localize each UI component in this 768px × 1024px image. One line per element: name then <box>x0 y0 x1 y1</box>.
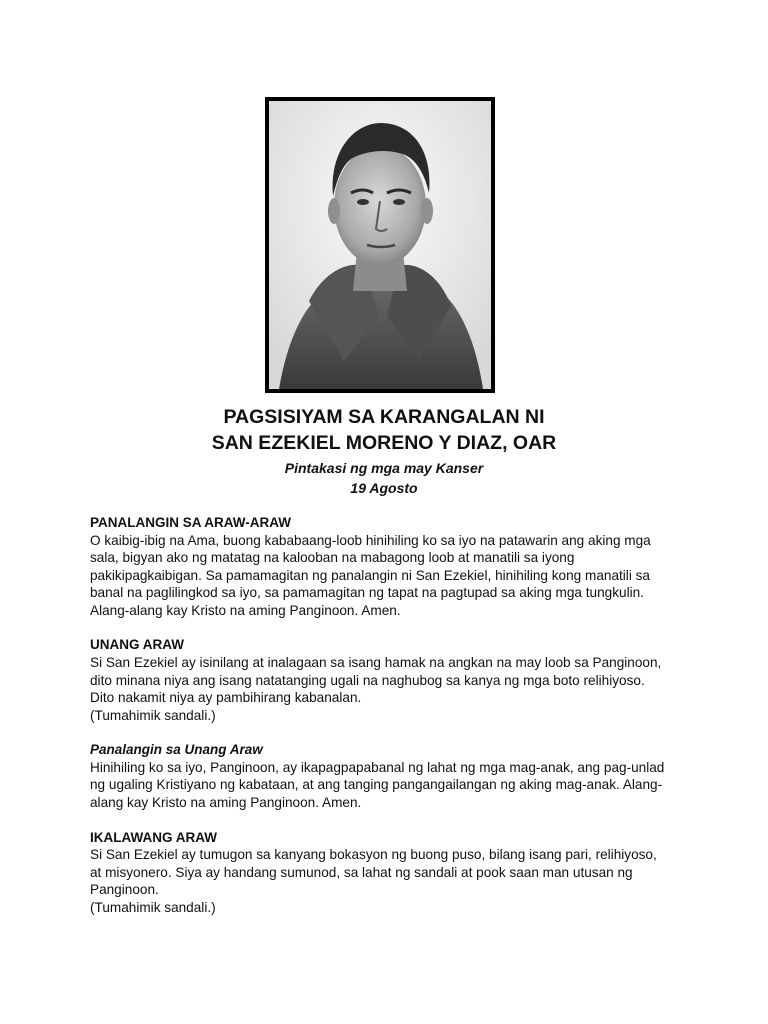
portrait-photo <box>265 97 495 393</box>
feast-date: 19 Agosto <box>350 480 418 496</box>
title-line-1: PAGSISIYAM SA KARANGALAN NI <box>223 406 545 428</box>
section-body: Hinihiling ko sa iyo, Panginoon, ay ikapagpapabanal ng lahat ng mga mag-anak, ang pag-unlad ng ugaling Kristiyano ng kabataan, at ang tanging pangangailangan ng aking mag-anak. Alang- alang kay Kristo na aming Panginoon. Amen. <box>90 759 665 811</box>
section-heading: Panalangin sa Unang Araw <box>90 742 263 758</box>
section-body: Si San Ezekiel ay isinilang at inalagaan sa isang hamak na angkan na may loob sa Panginoon, dito minana niya ang isang natatanging ugali na naghubog sa kanya ng mga boto relihiyoso. Dito nakamit niya ay pambihirang kabanalan. (Tumahimik sandali.) <box>90 654 662 723</box>
section-body: Si San Ezekiel ay tumugon sa kanyang bokasyon ng buong puso, bilang isang pari, relihiyoso, at misyonero. Siya ay handang sumunod, sa lahat ng sandali at pook saan man utusan ng Panginoon. (Tumahimik sandali.) <box>90 847 657 915</box>
section-daily-prayer <box>90 514 690 619</box>
title-block <box>0 404 768 498</box>
section-heading: PANALANGIN SA ARAW-ARAW <box>90 515 291 530</box>
section-heading: UNANG ARAW <box>90 637 184 653</box>
portrait-illustration <box>269 101 491 389</box>
section-heading: IKALAWANG ARAW <box>90 829 217 845</box>
section-first-day-prayer <box>90 741 690 811</box>
section-body: O kaibig-ibig na Ama, buong kababaang-loob hinihiling ko sa iyo na patawarin ang aking mga sala, bigyan ako ng matatag na kalooban na mabagong loob at manatili sa iyong pakikipagkaibigan. Sa pamamagitan ng panalangin ni San Ezekiel, hinihiling kong manatili sa banal na paglilingkod sa iyo, sa pamamagitan ng tapat na pagtupad sa aking mga tungkulin. Alang-alang kay Kristo na aming Panginoon. Amen. <box>90 532 651 618</box>
section-first-day <box>90 636 690 724</box>
subtitle: Pintakasi ng mga may Kanser <box>284 460 484 476</box>
prayer-content <box>90 514 690 934</box>
title-line-2: SAN EZEKIEL MORENO Y DIAZ, OAR <box>211 432 557 454</box>
section-second-day <box>90 829 690 917</box>
